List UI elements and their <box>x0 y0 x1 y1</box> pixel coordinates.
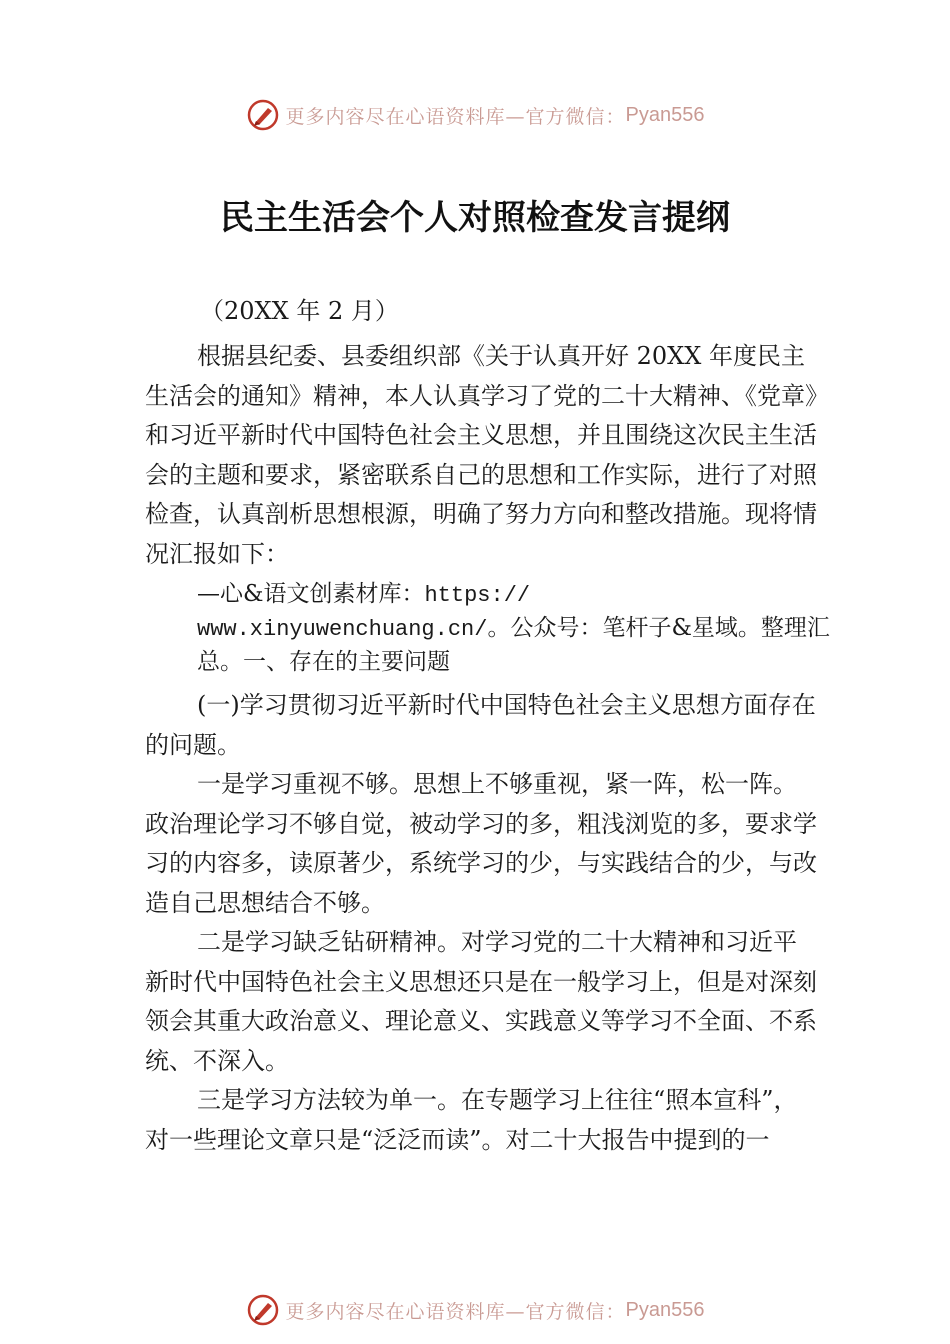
source-note-suffix: 。公众号：笔杆子&星域。整理汇总。一、存在的主要问题 <box>197 615 830 675</box>
source-url-part-2[interactable]: www.xinyuwenchuang.cn/ <box>197 617 488 642</box>
watermark-header <box>0 95 950 135</box>
document-date: （20XX 年 2 月） <box>200 297 399 325</box>
intro-paragraph: 根据县纪委、县委组织部《关于认真开好 20XX 年度民主生活会的通知》精神，本人认真学习了党的二十大精神、《党章》和习近平新时代中国特色社会主义思想，并且围绕这次民主生活会的主题和要求，紧密联系自己的思想和工作实际，进行了对照检查，认真剖析思想根源，明确了努力方向和整改措施。现将情况汇报如下： <box>145 342 817 568</box>
page-title: 民主生活会个人对照检查发言提纲 <box>220 198 730 238</box>
paragraph-3: 三是学习方法较为单一。在专题学习上往往“照本宣科”，对一些理论文章只是“泛泛而读”。对二十大报告中提到的一 <box>145 1086 798 1154</box>
paragraph-2: 二是学习缺乏钻研精神。对学习党的二十大精神和习近平新时代中国特色社会主义思想还只是在一般学习上，但是对深刻领会其重大政治意义、理论意义、实践意义等学习不全面、不系统、不深入。 <box>145 928 817 1075</box>
watermark-footer <box>0 1290 950 1330</box>
watermark-text: 更多内容尽在心语资料库—官方微信： <box>285 1300 626 1323</box>
source-note-prefix: —心&语文创素材库： <box>197 581 425 607</box>
paragraph-1: 一是学习重视不够。思想上不够重视，紧一阵，松一阵。政治理论学习不够自觉，被动学习的多，粗浅浏览的多，要求学习的内容多，读原著少，系统学习的少，与实践结合的少，与改造自己思想结合不够。 <box>145 770 817 917</box>
section-heading: (一)学习贯彻习近平新时代中国特色社会主义思想方面存在的问题。 <box>145 691 816 759</box>
source-note-paragraph <box>197 578 837 678</box>
watermark-account: Pyan556 <box>625 1298 705 1321</box>
source-url-part-1[interactable]: https:// <box>424 583 531 608</box>
watermark-text: 更多内容尽在心语资料库—官方微信： <box>285 105 626 128</box>
pen-logo-icon <box>246 98 280 132</box>
pen-logo-icon <box>246 1293 280 1327</box>
watermark-account: Pyan556 <box>625 103 705 126</box>
